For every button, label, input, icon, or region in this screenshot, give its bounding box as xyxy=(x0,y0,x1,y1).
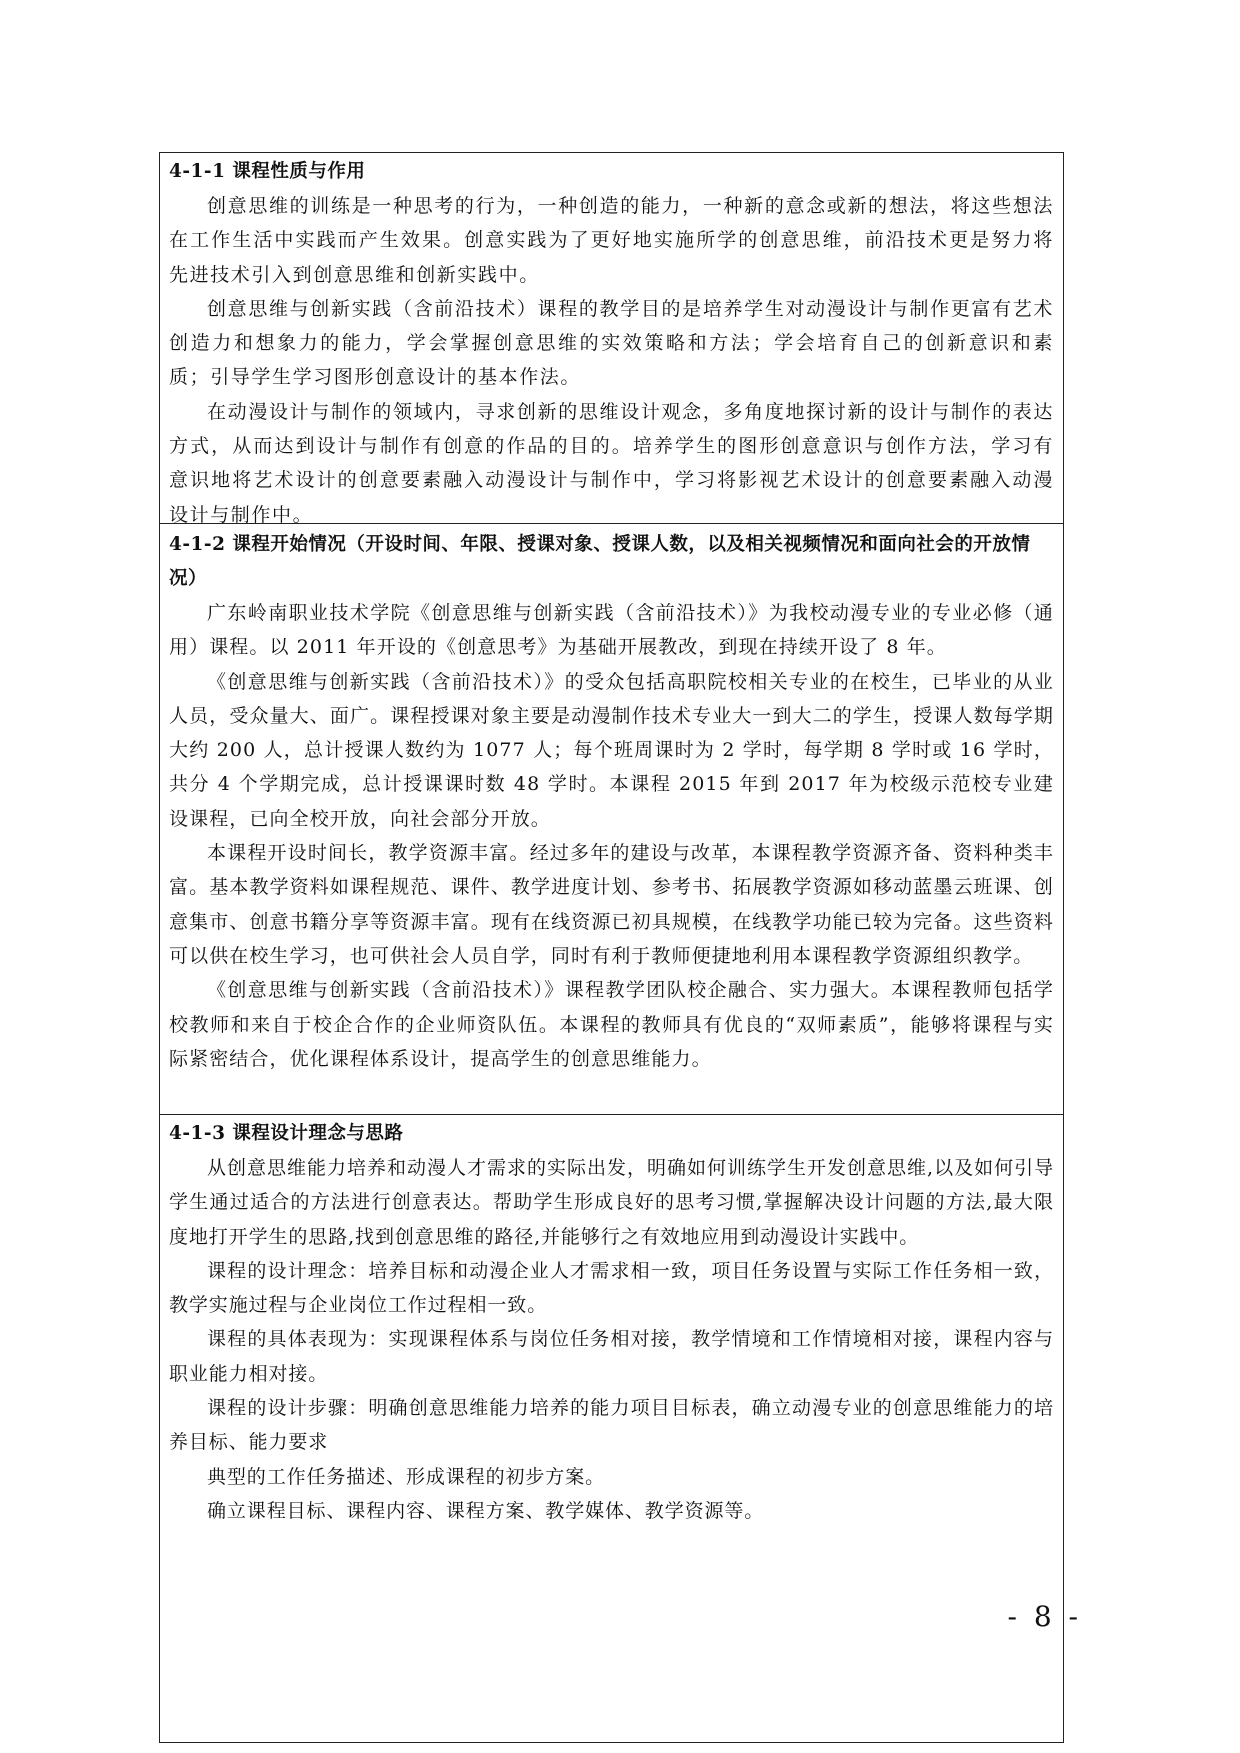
paragraph: 创意思维的训练是一种思考的行为，一种创造的能力，一种新的意念或新的想法，将这些想法在工作生活中实践而产生效果。创意实践为了更好地实施所学的创意思维，前沿技术更是努力将先进技术引入到创意思维和创新实践中。 xyxy=(169,195,1054,286)
paragraph: 课程的设计步骤：明确创意思维能力培养的能力项目目标表，确立动漫专业的创意思维能力的培养目标、能力要求 xyxy=(169,1397,1054,1454)
content-table xyxy=(159,152,1064,1743)
paragraph: 《创意思维与创新实践（含前沿技术）》课程教学团队校企融合、实力强大。本课程教师包括学校教师和来自于校企合作的企业师资队伍。本课程的教师具有优良的“双师素质”，能够将课程与实际紧密结合，优化课程体系设计，提高学生的创意思维能力。 xyxy=(169,979,1054,1070)
paragraph: 课程的具体表现为：实现课程体系与岗位任务相对接，教学情境和工作情境相对接，课程内容与职业能力相对接。 xyxy=(169,1328,1054,1385)
paragraph: 从创意思维能力培养和动漫人才需求的实际出发，明确如何训练学生开发创意思维,以及如何引导学生通过适合的方法进行创意表达。帮助学生形成良好的思考习惯,掌握解决设计问题的方法,最大限度地打开学生的思路,找到创意思维的路径,并能够行之有效地应用到动漫设计实践中。 xyxy=(169,1157,1054,1248)
paragraph: 创意思维与创新实践（含前沿技术）课程的教学目的是培养学生对动漫设计与制作更富有艺术创造力和想象力的能力，学会掌握创意思维的实效策略和方法；学会培育自己的创新意识和素质；引导学生学习图形创意设计的基本作法。 xyxy=(169,297,1054,389)
paragraph: 确立课程目标、课程内容、课程方案、教学媒体、教学资源等。 xyxy=(207,1499,765,1522)
page-number: - 8 - xyxy=(1007,1600,1082,1633)
paragraph: 课程的设计理念：培养目标和动漫企业人才需求相一致，项目任务设置与实际工作任务相一致，教学实施过程与企业岗位工作过程相一致。 xyxy=(169,1259,1054,1317)
section-course-nature xyxy=(160,153,1063,524)
paragraph: 广东岭南职业技术学院《创意思维与创新实践（含前沿技术）》为我校动漫专业的专业必修（通用）课程。以 2011 年开设的《创意思考》为基础开展教改，到现在持续开设了 8 年。 xyxy=(169,602,1054,659)
paragraph: 在动漫设计与制作的领域内，寻求创新的思维设计观念，多角度地探讨新的设计与制作的表达方式，从而达到设计与制作有创意的作品的目的。培养学生的图形创意意识与创作方法，学习有意识地将艺术设计的创意要素融入动漫设计与制作中，学习将影视艺术设计的创意要素融入动漫设计与制作中。 xyxy=(169,400,1054,526)
section-course-design xyxy=(160,1115,1063,1742)
section-title: 4-1-2 课程开始情况（开设时间、年限、授课对象、授课人数，以及相关视频情况和面向社会的开放情况） xyxy=(169,534,1031,589)
section-title: 4-1-1 课程性质与作用 xyxy=(169,161,366,182)
paragraph: 本课程开设时间长，教学资源丰富。经过多年的建设与改革，本课程教学资源齐备、资料种类丰富。基本教学资料如课程规范、课件、教学进度计划、参考书、拓展教学资源如移动蓝墨云班课、创意集市、创意书籍分享等资源丰富。现有在线资源已初具规模，在线教学功能已较为完备。这些资料可以供在校生学习，也可供社会人员自学，同时有利于教师便捷地利用本课程教学资源组织教学。 xyxy=(169,842,1054,967)
paragraph: 典型的工作任务描述、形成课程的初步方案。 xyxy=(207,1465,606,1488)
paragraph: 《创意思维与创新实践（含前沿技术）》的受众包括高职院校相关专业的在校生，已毕业的从业人员，受众量大、面广。课程授课对象主要是动漫制作技术专业大一到大二的学生，授课人数每学期大约 200 人，总计授课人数约为 1077 人；每个班周课时为 2 学时，每学期 8 学时或 16 学时，共分 4 个学期完成，总计授课课时数 48 学时。本课程 2015 年到 2017 年为校级示范校专业建设课程，已向全校开放，向社会部分开放。 xyxy=(169,670,1054,830)
section-course-offering xyxy=(160,524,1063,1115)
section-title: 4-1-3 课程设计理念与思路 xyxy=(169,1123,404,1144)
